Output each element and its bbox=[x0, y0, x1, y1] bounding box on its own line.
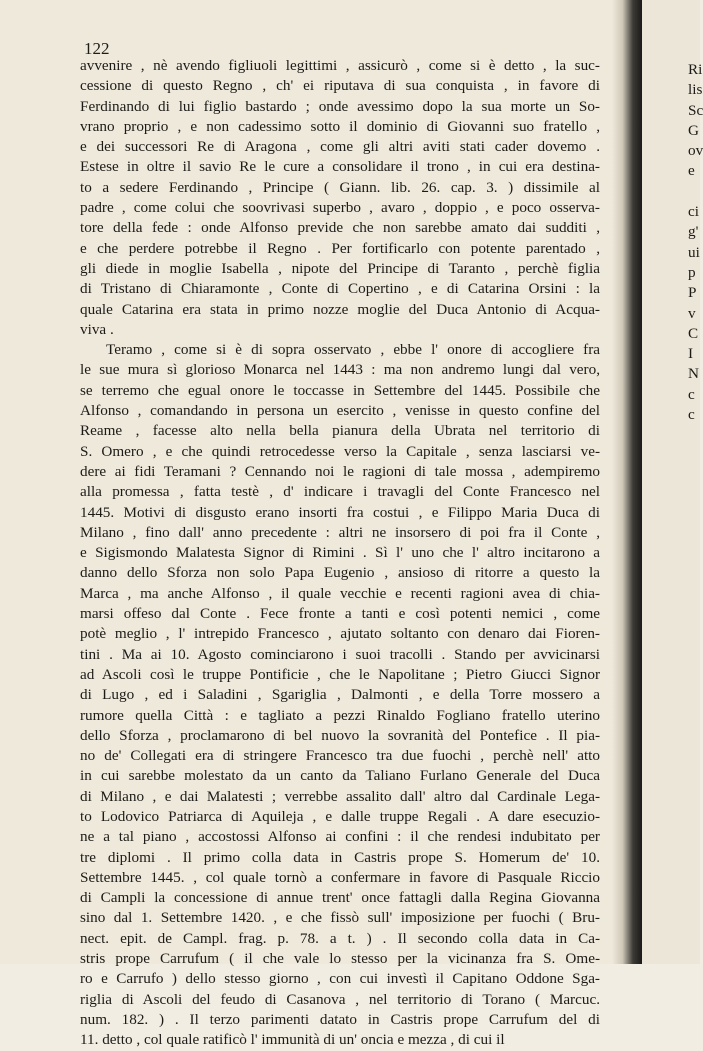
text-line: e che perdere potrebbe il Regno . Per fortificarlo con potente parentado , bbox=[80, 239, 600, 257]
text-line: Milano , fino dall' anno precedente : altri ne insorsero di poi fra il Conte , bbox=[80, 523, 600, 541]
edge-text-fragment: G bbox=[688, 121, 699, 139]
text-line: stris prope Carrufum ( il che vale lo stesso per la vicinanza fra S. Ome- bbox=[80, 950, 600, 968]
text-line: alla promessa , fatta testè , d' indicare i travagli del Conte Francesco nel bbox=[80, 483, 600, 501]
text-line: e dei successori Re di Aragona , come gli altri aviti stati cader dovemo . bbox=[80, 138, 600, 156]
edge-text-fragment: p bbox=[688, 263, 696, 281]
text-line: padre , come colui che soovrivasi superbo , avaro , doppio , e poco osserva- bbox=[80, 199, 600, 217]
text-line: ro e Carrufo ) dello stesso giorno , con cui investì il Capitano Oddone Sga- bbox=[80, 970, 600, 988]
text-line: 11. detto , col quale ratificò l' immunità di un' oncia e mezza , di cui il bbox=[80, 1031, 505, 1049]
text-line: ad Ascoli così le truppe Pontificie , che le Napolitane ; Pietro Giucci Signor bbox=[80, 665, 600, 683]
edge-text-fragment: v bbox=[688, 304, 696, 322]
text-line: Marca , ma anche Alfonso , il quale vecchie e recenti ragioni avea di chia- bbox=[80, 584, 600, 602]
text-line: nect. epit. de Campl. frag. p. 78. a t. ) . Il secondo colla data in Ca- bbox=[80, 929, 600, 947]
text-line: 1445. Motivi di disgusto erano insorti fra costui , e Filippo Maria Duca di bbox=[80, 503, 600, 521]
text-line: ne a tal piano , accostossi Alfonso ai confini : il che rendesi indubitato per bbox=[80, 828, 600, 846]
text-line: num. 182. ) . Il terzo parimenti datato in Castris prope Carrufum del di bbox=[80, 1010, 600, 1028]
text-line: Alfonso , comandando in persona un esercito , venisse in questo confine del bbox=[80, 402, 600, 420]
text-line: dello Sforza , proclamarono di bel nuovo la sovranità del Pontefice . Il pia- bbox=[80, 726, 600, 744]
text-line: tore della fede : onde Alfonso previde che non sarebbe amato dai sudditi , bbox=[80, 219, 600, 237]
text-line: Reame , facesse alto nella bella pianura della Ubrata nel territorio di bbox=[80, 422, 600, 440]
text-line: rumore quella Città : e tagliato a pezzi Rinaldo Fogliano fratello uterino bbox=[80, 706, 600, 724]
text-line: Estese in oltre il savio Re le cure a consolidare il trono , in cui era destina- bbox=[80, 158, 600, 176]
text-line: vrano proprio , e non cadessimo sotto il dominio di Giovanni suo fratello , bbox=[80, 117, 600, 135]
text-line: marsi offeso dal Conte . Fece fronte a tanti e così potenti nemici , come bbox=[80, 605, 600, 623]
edge-text-fragment: ov bbox=[688, 142, 703, 160]
text-line: in cui sarebbe molestato da un canto da Taliano Furlano Generale del Duca bbox=[80, 767, 600, 785]
text-line: di Milano , e dai Malatesti ; verrebbe assalito dall' altro dal Cardinale Lega- bbox=[80, 787, 600, 805]
book-gutter bbox=[612, 0, 642, 964]
text-line: Settembre 1445. , col quale tornò a confermare in favore di Pasquale Riccio bbox=[80, 868, 600, 886]
edge-text-fragment: e bbox=[688, 162, 695, 180]
edge-text-fragment: C bbox=[688, 324, 699, 342]
text-line: riglia di Ascoli del feudo di Casanova , nel territorio di Torano ( Marcuc. bbox=[80, 990, 600, 1008]
text-line: e Sigismondo Malatesta Signor di Rimini . Sì l' uno che l' altro incitarono a bbox=[80, 544, 600, 562]
edge-text-fragment: g' bbox=[688, 223, 699, 241]
text-line: potè meglio , l' intrepido Francesco , ajutato soltanto con denaro dai Fioren- bbox=[80, 625, 600, 643]
text-line: danno dello Sforza non solo Papa Eugenio , ansioso di ritorre a questo la bbox=[80, 564, 600, 582]
edge-text-fragment: c bbox=[688, 406, 695, 424]
text-line: sino dal 1. Settembre 1420. , e che fissò sull' imposizione per fuochi ( Bru- bbox=[80, 909, 600, 927]
text-line: viva . bbox=[80, 320, 114, 338]
edge-text-fragment: c bbox=[688, 385, 695, 403]
text-line: to a sedere Ferdinando , Principe ( Giann. lib. 26. cap. 3. ) dissimile al bbox=[80, 178, 600, 196]
text-line: le sue mura sì glorioso Monarca nel 1443 : ma non andremo lungi dal vero, bbox=[80, 361, 600, 379]
edge-text-fragment: ci bbox=[688, 203, 699, 221]
text-line: tre diplomi . Il primo colla data in Castris prope S. Homerum de' 10. bbox=[80, 848, 600, 866]
text-line: dere ai fidi Teramani ? Cennando noi le ragioni di tale mossa , adempiremo bbox=[80, 462, 600, 480]
text-line: di Tristano di Chiaramonte , Conte di Copertino , e di Catarina Orsini : la bbox=[80, 280, 600, 298]
edge-text-fragment: I bbox=[688, 345, 694, 363]
edge-text-fragment: ui bbox=[688, 243, 700, 261]
text-line: Ferdinando di lui figlio bastardo ; onde avessimo dopo la sua morte un So- bbox=[80, 97, 600, 115]
text-line: to Lodovico Patriarca di Aquileja , e dalle truppe Regali . A dare esecuzio- bbox=[80, 807, 600, 825]
text-line: di Lugo , ed i Saladini , Sgariglia , Dalmonti , e della Torre mossero a bbox=[80, 686, 600, 704]
text-line: cessione di questo Regno , ch' ei riputava di sua conquista , in favore di bbox=[80, 77, 600, 95]
text-line: di Campli la concessione di annue trent' once fattagli dalla Regina Giovanna bbox=[80, 889, 600, 907]
text-line: gli diede in moglie Isabella , nipote del Principe di Taranto , perchè figlia bbox=[80, 259, 600, 277]
text-line: Teramo , come si è di sopra osservato , ebbe l' onore di accogliere fra bbox=[106, 341, 600, 359]
page-number: 122 bbox=[84, 39, 110, 58]
text-line: S. Omero , e che quindi retrocedesse verso la Capitale , senza lasciarsi ve- bbox=[80, 442, 600, 460]
edge-text-fragment: Ri bbox=[688, 61, 703, 78]
text-line: tini . Ma ai 10. Agosto cominciarono i suoi tracolli . Stando per avvicinarsi bbox=[80, 645, 600, 663]
text-line: quale Catarina era stata in primo nozze moglie del Duca Antonio di Acqua- bbox=[80, 300, 600, 318]
right-page-text-fragments bbox=[688, 60, 703, 425]
edge-text-fragment: P bbox=[688, 284, 697, 302]
text-line: se terremo che egual onore le toccasse in Settembre del 1445. Possibile che bbox=[80, 381, 600, 399]
edge-text-fragment: Sc bbox=[688, 101, 703, 119]
text-line: no de' Collegati era di stringere Francesco tra due fuochi , perchè nell' atto bbox=[80, 747, 600, 765]
edge-text-fragment: lis bbox=[688, 81, 703, 99]
body-text bbox=[80, 56, 600, 1051]
edge-text-fragment: N bbox=[688, 365, 699, 383]
text-line: avvenire , nè avendo figliuoli legittimi , assicurò , come si è detto , la suc- bbox=[80, 57, 600, 74]
